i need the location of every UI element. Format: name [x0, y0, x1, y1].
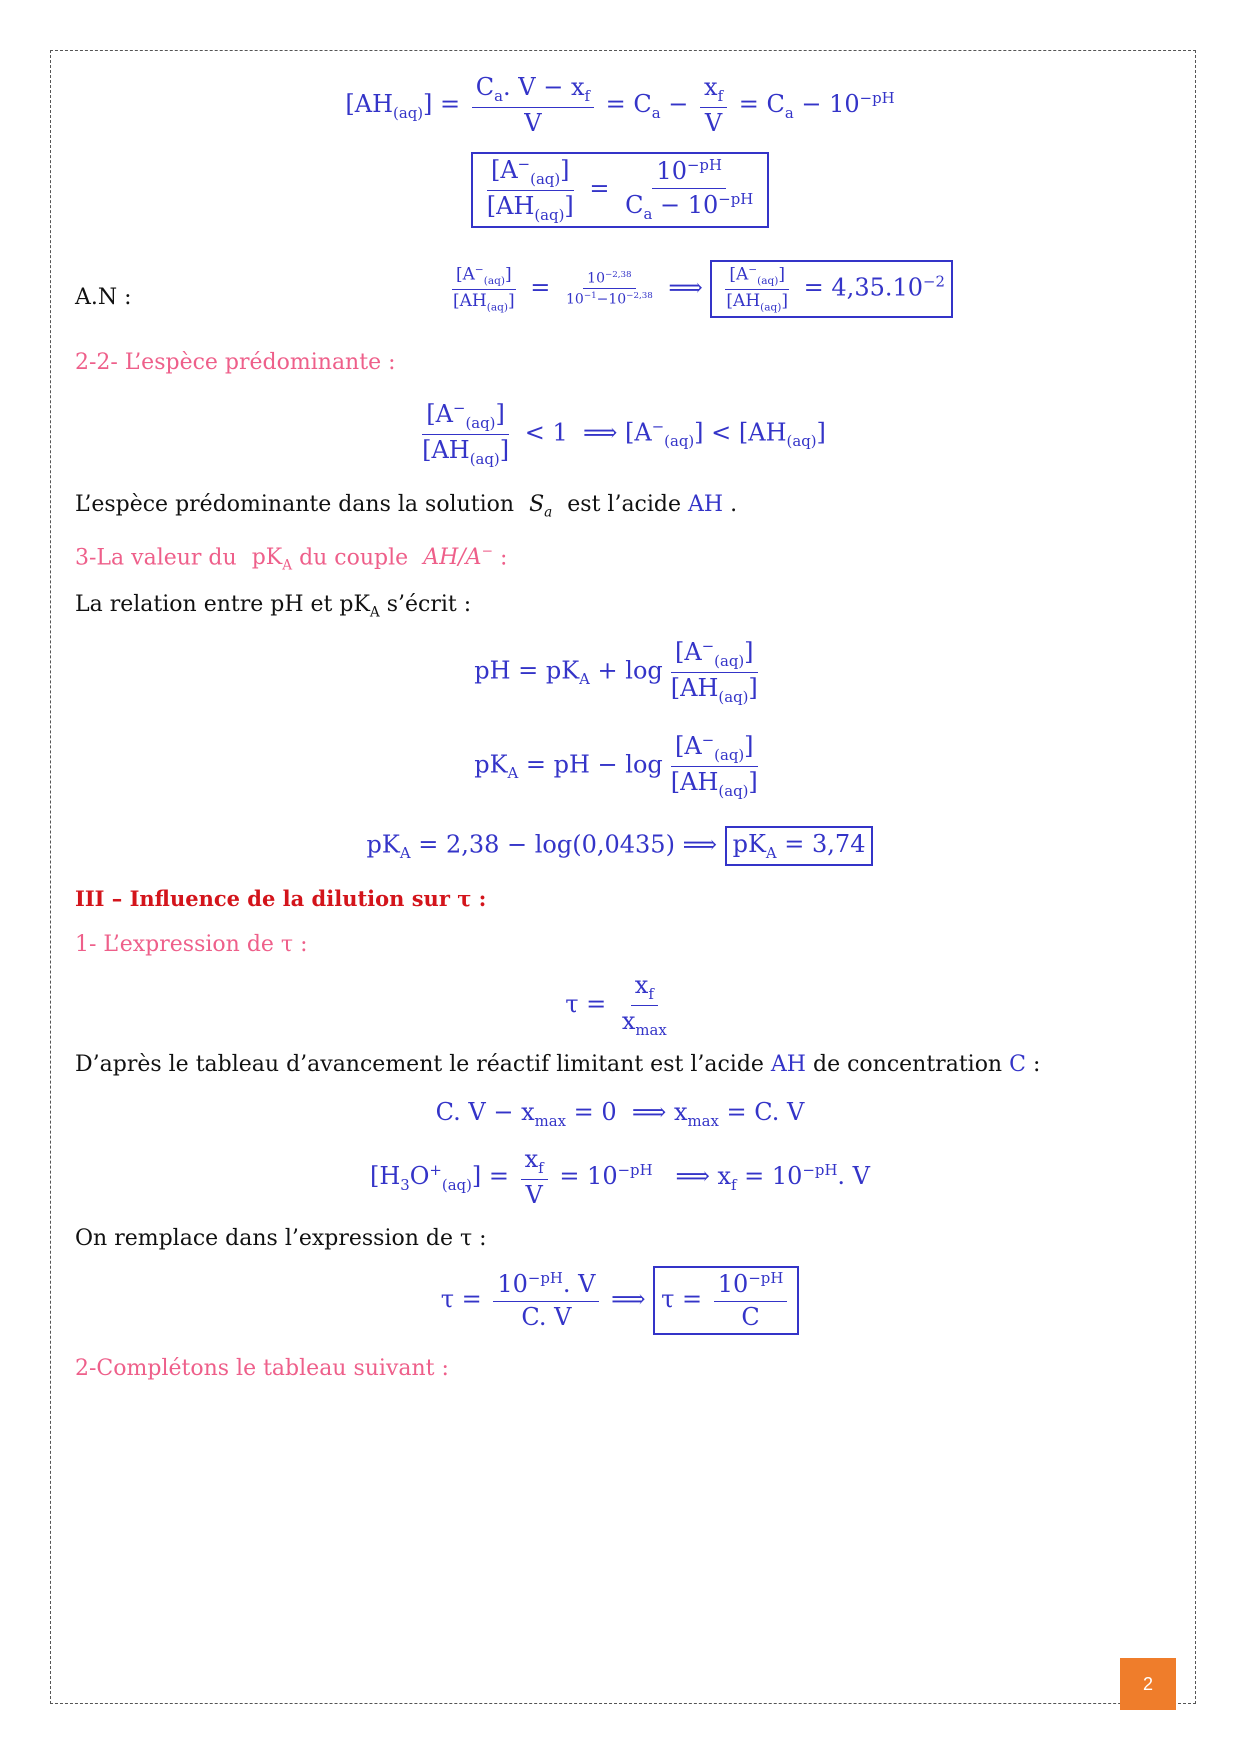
heading-complete-table: 2-Complétons le tableau suivant :: [75, 1356, 449, 1381]
predominant-sentence: L’espèce prédominante dans la solution $S_a$ est l’acide AH .: [75, 492, 738, 521]
remplace-sentence: On remplace dans l’expression de τ :: [75, 1226, 487, 1251]
equation-h3o: $[H_3O^+_{(aq)}]$ = $\frac{x_f}{V}$ = $10^{-pH}$ ⟹ $x_f = 10^{-pH}$. V: [369, 1145, 871, 1209]
equation-tau-definition: τ = $\frac{x_f}{x_{max}}$: [565, 971, 667, 1039]
equation-xmax: C. $V - x_{max} = 0$ ⟹ $x_{max} = C$. V: [435, 1098, 805, 1130]
an-label: A.N :: [75, 285, 132, 310]
page-number-badge: 2: [1120, 1658, 1176, 1710]
heading-tau-expression: 1- L’expression de τ :: [75, 932, 308, 957]
heading-predominant-species: 2-2- L’espèce prédominante :: [75, 350, 396, 375]
equation-pka-expression: $pK_A$ = pH − log $\frac{[A^-_{(aq)}]}{[AH_{(aq)}]}$: [474, 731, 758, 800]
equation-ah-concentration: $[AH_{(aq)}]$ = $\frac{C_a. V - x_f}{V}$ = $C_a$ − $\frac{x_f}{V}$ = $C_a - 10^{-pH}$: [345, 73, 895, 137]
relation-text: La relation entre pH et $pK_A$ s’écrit :: [75, 592, 472, 621]
equation-numerical: $\frac{[A^-_{(aq)}]}{[AH_{(aq)}]}$ = $\frac{10^{-2,38}}{10^{-1}-10^{-2,38}}$ ⟹ $\frac{[A^-_{(aq)}]}{[AH_{(aq)}]}$ = $4,35.10^{-2}$: [445, 260, 953, 318]
equation-ratio-boxed: $\frac{[A^-_{(aq)}]}{[AH_{(aq)}]}$ = $\frac{10^{-pH}}{C_a - 10^{-pH}}$: [0, 152, 1240, 228]
equation-henderson: pH = $pK_A + \log$ $\frac{[A^-_{(aq)}]}{[AH_{(aq)}]}$: [474, 637, 758, 706]
avancement-sentence: D’après le tableau d’avancement le réactif limitant est l’acide AH de concentration C :: [75, 1052, 1041, 1077]
equation-pka-result: $pK_A = 2,38 - \log(0,0435)$ ⟹ $pK_A = 3,74$: [0, 826, 1240, 866]
equation-inequality: $\frac{[A^-_{(aq)}]}{[AH_{(aq)}]}$ < 1 ⟹ $[A^-_{(aq)}] < [AH_{(aq)}]$: [422, 399, 826, 468]
equation-tau-final: τ = $\frac{10^{-pH}. V}{C. V}$ ⟹ τ = $\frac{10^{-pH}}{C}$: [0, 1266, 1240, 1335]
section-iii-heading: III – Influence de la dilution sur τ :: [75, 886, 487, 911]
heading-pka-value: 3-La valeur du $pK_A$ du couple AH/A− :: [75, 544, 508, 574]
